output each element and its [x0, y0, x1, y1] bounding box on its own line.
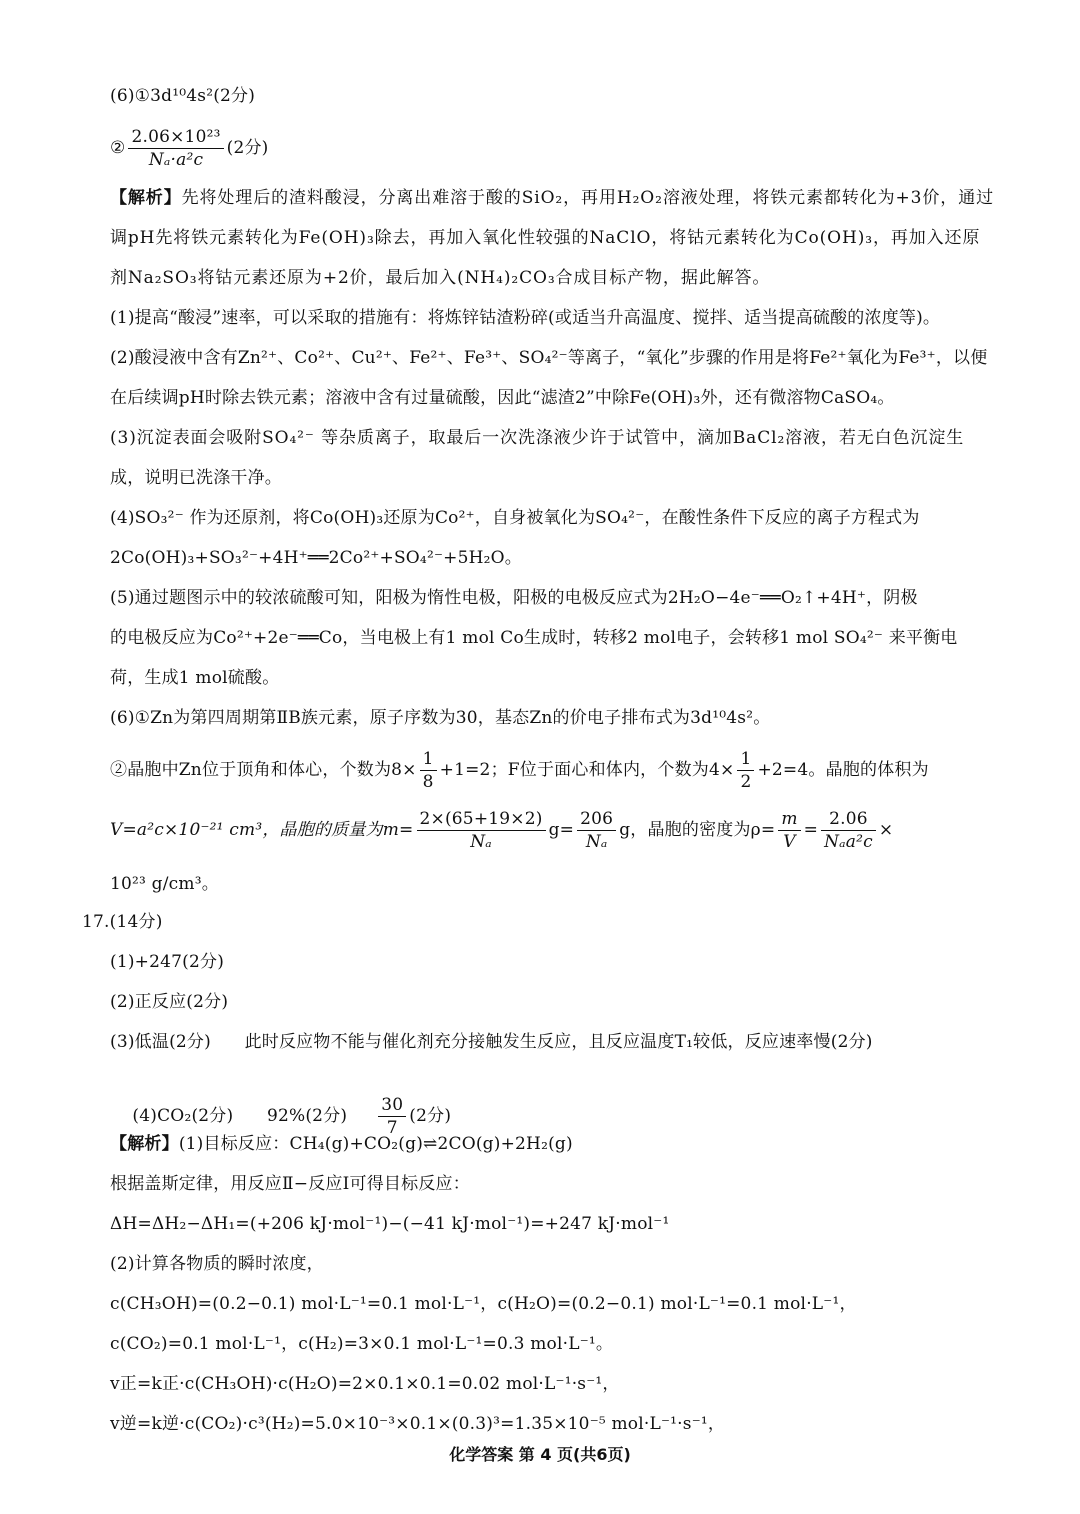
density-fraction: [128, 126, 223, 171]
text-segment: +1=2；F位于面心和体内，个数为4×: [439, 760, 735, 780]
fraction: [737, 748, 754, 793]
text-segment: g=: [548, 820, 575, 840]
analysis-text: (1)目标反应：CH₄(g)+CO₂(g)⇌2CO(g)+2H₂(g): [178, 1134, 573, 1154]
fraction: [778, 808, 800, 853]
answer-17-3: (3)低温(2分) 此时反应物不能与催化剂充分接触发生反应，且反应温度T₁较低，反应速率慢(2分): [110, 1032, 873, 1052]
fraction: [821, 808, 876, 853]
analysis-6-part2-line3: 10²³ g/cm³。: [110, 874, 219, 894]
analysis-tag: 【解析】: [110, 1134, 179, 1154]
analysis-17-2: (2)计算各物质的瞬时浓度，: [110, 1254, 324, 1274]
analysis-4-line1: (4)SO₃²⁻ 作为还原剂，将Co(OH)₃还原为Co²⁺，自身被氧化为SO₄²⁻，在酸性条件下反应的离子方程式为: [110, 508, 920, 528]
fraction-numerator: 2×(65+19×2): [417, 808, 546, 831]
analysis-5-line2: 的电极反应为Co²⁺+2e⁻══Co，当电极上有1 mol Co生成时，转移2 mol电子，会转移1 mol SO₄²⁻ 来平衡电: [110, 628, 958, 648]
fraction-denominator: Nₐ·a²c: [148, 150, 204, 170]
analysis-4-equation: 2Co(OH)₃+SO₃²⁻+4H⁺══2Co²⁺+SO₄²⁻+5H₂O。: [110, 548, 522, 568]
fraction-denominator: 8: [422, 772, 434, 792]
fraction-numerator: 2.06×10²³: [128, 126, 223, 149]
analysis-6-part2-line2: [110, 808, 1000, 853]
analysis-5-line3: 荷，生成1 mol硫酸。: [110, 668, 280, 688]
analysis-6-part2-line1: [110, 748, 1000, 793]
text-segment: ×: [878, 820, 894, 840]
fraction-numerator: 2.06: [821, 808, 876, 831]
analysis-1: (1)提高“酸浸”速率，可以采取的措施有：将炼锌钴渣粉碎(或适当升高温度、搅拌、适当提高硫酸的浓度等)。: [110, 308, 941, 328]
fraction: [417, 808, 546, 853]
circled-2: ②: [110, 138, 126, 158]
analysis-intro-line3: 剂Na₂SO₃将钴元素还原为+2价，最后加入(NH₄)₂CO₃合成目标产物，据此解答。: [110, 268, 771, 288]
fraction-numerator: 1: [737, 748, 754, 771]
answer-6-part2: [110, 126, 1000, 171]
analysis-17-1: [110, 1132, 1000, 1156]
analysis-text: 先将处理后的渣料酸浸，分离出难溶于酸的SiO₂，再用H₂O₂溶液处理，将铁元素都转化为+3价，通过: [181, 188, 994, 208]
analysis-2-line1: (2)酸浸液中含有Zn²⁺、Co²⁺、Cu²⁺、Fe²⁺、Fe³⁺、SO₄²⁻等离子，“氧化”步骤的作用是将Fe²⁺氧化为Fe³⁺，以便: [110, 348, 988, 368]
text-segment: V=a²c×10⁻²¹ cm³，晶胞的质量为m=: [110, 820, 414, 840]
concentration-line2: c(CO₂)=0.1 mol·L⁻¹，c(H₂)=3×0.1 mol·L⁻¹=0.3 mol·L⁻¹。: [110, 1334, 614, 1354]
fraction-denominator: Nₐa²c: [824, 832, 873, 852]
fraction: [420, 748, 437, 793]
fraction-denominator: 7: [386, 1118, 398, 1138]
fraction-numerator: 30: [378, 1094, 406, 1117]
analysis-intro-line1: [110, 186, 1000, 210]
fraction-denominator: V: [783, 832, 796, 852]
analysis-2-line2: 在后续调pH时除去铁元素；溶液中含有过量硫酸，因此“滤渣2”中除Fe(OH)₃外，还有微溶物CaSO₄。: [110, 388, 895, 408]
text-segment: +2=4。晶胞的体积为: [757, 760, 929, 780]
page-footer: 化学答案 第 4 页(共6页): [449, 1445, 631, 1464]
analysis-3-line2: 成，说明已洗涤干净。: [110, 468, 282, 488]
fraction-denominator: 2: [740, 772, 752, 792]
analysis-intro-line2: 调pH先将铁元素转化为Fe(OH)₃除去，再加入氧化性较强的NaClO，将钴元素转化为Co(OH)₃，再加入还原: [110, 228, 981, 248]
concentration-line1: c(CH₃OH)=(0.2−0.1) mol·L⁻¹=0.1 mol·L⁻¹，c(H₂O)=(0.2−0.1) mol·L⁻¹=0.1 mol·L⁻¹，: [110, 1294, 857, 1314]
enthalpy-equation: ΔH=ΔH₂−ΔH₁=(+206 kJ·mol⁻¹)−(−41 kJ·mol⁻¹)=+247 kJ·mol⁻¹: [110, 1214, 670, 1234]
text-segment: g，晶胞的密度为ρ=: [619, 820, 776, 840]
text-segment: ②晶胞中Zn位于顶角和体心，个数为8×: [110, 760, 417, 780]
forward-rate-line: v正=k正·c(CH₃OH)·c(H₂O)=2×0.1×0.1=0.02 mol·L⁻¹·s⁻¹，: [110, 1374, 620, 1394]
fraction-denominator: Nₐ: [585, 832, 608, 852]
answer-17-2: (2)正反应(2分): [110, 992, 229, 1012]
answer-6-part1: (6)①3d¹⁰4s²(2分): [110, 86, 256, 106]
text-segment: (2分): [409, 1106, 452, 1126]
analysis-6-part1: (6)①Zn为第四周期第ⅡB族元素，原子序数为30，基态Zn的价电子排布式为3d¹⁰4s²。: [110, 708, 771, 728]
analysis-3-line1: (3)沉淀表面会吸附SO₄²⁻ 等杂质离子，取最后一次洗涤液少许于试管中，滴加BaCl₂溶液，若无白色沉淀生: [110, 428, 965, 448]
answer-17-1: (1)+247(2分): [110, 952, 225, 972]
fraction-denominator: Nₐ: [470, 832, 492, 852]
reverse-rate-line: v逆=k逆·c(CO₂)·c³(H₂)=5.0×10⁻³×0.1×(0.3)³=1.35×10⁻⁵ mol·L⁻¹·s⁻¹，: [110, 1414, 726, 1434]
hess-law-line: 根据盖斯定律，用反应Ⅱ−反应Ⅰ可得目标反应：: [110, 1174, 470, 1194]
text-segment: =: [803, 820, 819, 840]
analysis-tag: 【解析】: [110, 188, 182, 208]
fraction: [577, 808, 616, 853]
fraction-numerator: 1: [420, 748, 437, 771]
text-segment: (4)CO₂(2分) 92%(2分): [132, 1106, 376, 1126]
question-17-heading: 17.(14分): [82, 912, 163, 932]
analysis-5-line1: (5)通过题图示中的较浓硫酸可知，阳极为惰性电极，阳极的电极反应式为2H₂O−4e⁻══O₂↑+4H⁺，阴极: [110, 588, 918, 608]
fraction-numerator: 206: [577, 808, 616, 831]
score: (2分): [226, 138, 269, 158]
fraction-numerator: m: [778, 808, 800, 831]
